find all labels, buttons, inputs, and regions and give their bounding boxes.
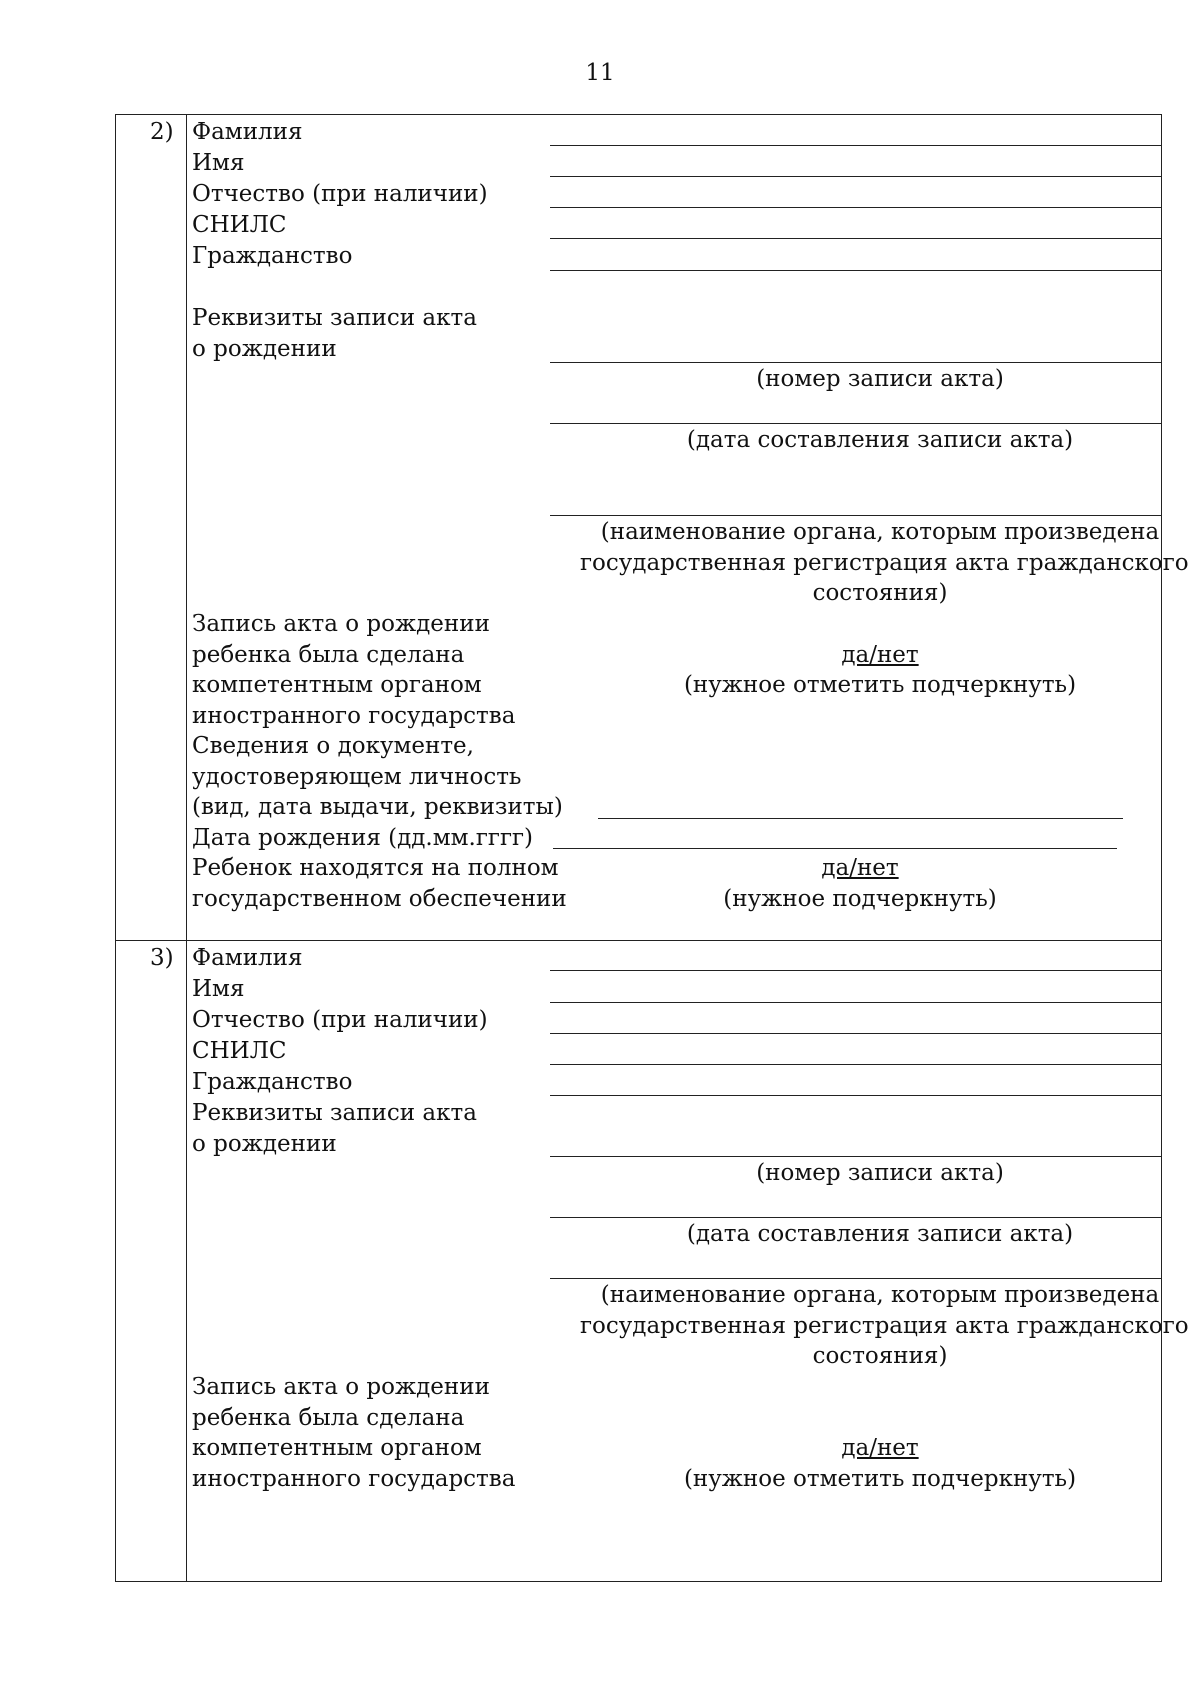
citizenship-label: Гражданство — [192, 1069, 353, 1095]
surname-field[interactable] — [550, 145, 1162, 146]
birth-record-label: о рождении — [192, 1131, 337, 1157]
state-support-label: Ребенок находятся на полном — [192, 855, 559, 881]
foreign-record-label: компетентным органом — [192, 1435, 482, 1461]
citizenship-field[interactable] — [550, 270, 1162, 271]
record-date-hint: (дата составления записи акта) — [686, 1221, 1074, 1247]
section-number: 2) — [150, 119, 174, 145]
id-document-field[interactable] — [598, 818, 1123, 819]
birth-record-label: Реквизиты записи акта — [192, 305, 477, 331]
foreign-record-label: иностранного государства — [192, 1466, 516, 1492]
record-date-hint: (дата составления записи акта) — [686, 427, 1074, 453]
registry-organ-hint: государственная регистрация акта гражданского — [580, 1313, 1189, 1339]
registry-organ-field[interactable] — [550, 515, 1162, 516]
section-number: 3) — [150, 945, 174, 971]
registry-organ-hint: (наименование органа, которым произведена — [600, 1282, 1160, 1308]
foreign-record-hint: (нужное отметить подчеркнуть) — [683, 1466, 1077, 1492]
foreign-record-label: ребенка была сделана — [192, 1405, 465, 1431]
foreign-record-yes-no[interactable]: да/нет — [841, 642, 919, 668]
surname-label: Фамилия — [192, 119, 303, 145]
foreign-record-label: иностранного государства — [192, 703, 516, 729]
state-support-yes-no[interactable]: да/нет — [821, 855, 899, 881]
id-document-label: (вид, дата выдачи, реквизиты) — [192, 794, 563, 820]
name-field[interactable] — [550, 1002, 1162, 1003]
record-number-hint: (номер записи акта) — [756, 1160, 1004, 1186]
snils-label: СНИЛС — [192, 212, 287, 238]
state-support-label: государственном обеспечении — [192, 886, 567, 912]
birth-record-label: о рождении — [192, 336, 337, 362]
foreign-record-label: компетентным органом — [192, 672, 482, 698]
state-support-hint: (нужное подчеркнуть) — [723, 886, 997, 912]
patronymic-label: Отчество (при наличии) — [192, 181, 488, 207]
patronymic-field[interactable] — [550, 1033, 1162, 1034]
birth-record-label: Реквизиты записи акта — [192, 1100, 477, 1126]
number-column-divider — [186, 114, 187, 1582]
registry-organ-hint: состояния) — [812, 1343, 948, 1369]
snils-field[interactable] — [550, 1064, 1162, 1065]
id-document-label: Сведения о документе, — [192, 733, 474, 759]
patronymic-field[interactable] — [550, 207, 1162, 208]
citizenship-field[interactable] — [550, 1095, 1162, 1096]
section-divider — [115, 940, 1162, 941]
snils-label: СНИЛС — [192, 1038, 287, 1064]
name-label: Имя — [192, 976, 245, 1002]
surname-label: Фамилия — [192, 945, 303, 971]
registry-organ-hint: (наименование органа, которым произведена — [600, 519, 1160, 545]
foreign-record-label: Запись акта о рождении — [192, 1374, 490, 1400]
page-number: 11 — [585, 60, 615, 86]
record-date-field[interactable] — [550, 423, 1162, 424]
registry-organ-hint: государственная регистрация акта гражданского — [580, 550, 1189, 576]
surname-field[interactable] — [550, 970, 1162, 971]
foreign-record-yes-no[interactable]: да/нет — [841, 1435, 919, 1461]
birth-date-field[interactable] — [553, 848, 1117, 849]
foreign-record-label: Запись акта о рождении — [192, 611, 490, 637]
registry-organ-hint: состояния) — [812, 580, 948, 606]
record-date-field[interactable] — [550, 1217, 1162, 1218]
foreign-record-label: ребенка была сделана — [192, 642, 465, 668]
patronymic-label: Отчество (при наличии) — [192, 1007, 488, 1033]
name-field[interactable] — [550, 176, 1162, 177]
snils-field[interactable] — [550, 238, 1162, 239]
record-number-hint: (номер записи акта) — [756, 366, 1004, 392]
id-document-label: удостоверяющем личность — [192, 764, 522, 790]
foreign-record-hint: (нужное отметить подчеркнуть) — [683, 672, 1077, 698]
citizenship-label: Гражданство — [192, 243, 353, 269]
birth-date-label: Дата рождения (дд.мм.гггг) — [192, 825, 534, 851]
record-number-field[interactable] — [550, 362, 1162, 363]
name-label: Имя — [192, 150, 245, 176]
record-number-field[interactable] — [550, 1156, 1162, 1157]
registry-organ-field[interactable] — [550, 1278, 1162, 1279]
